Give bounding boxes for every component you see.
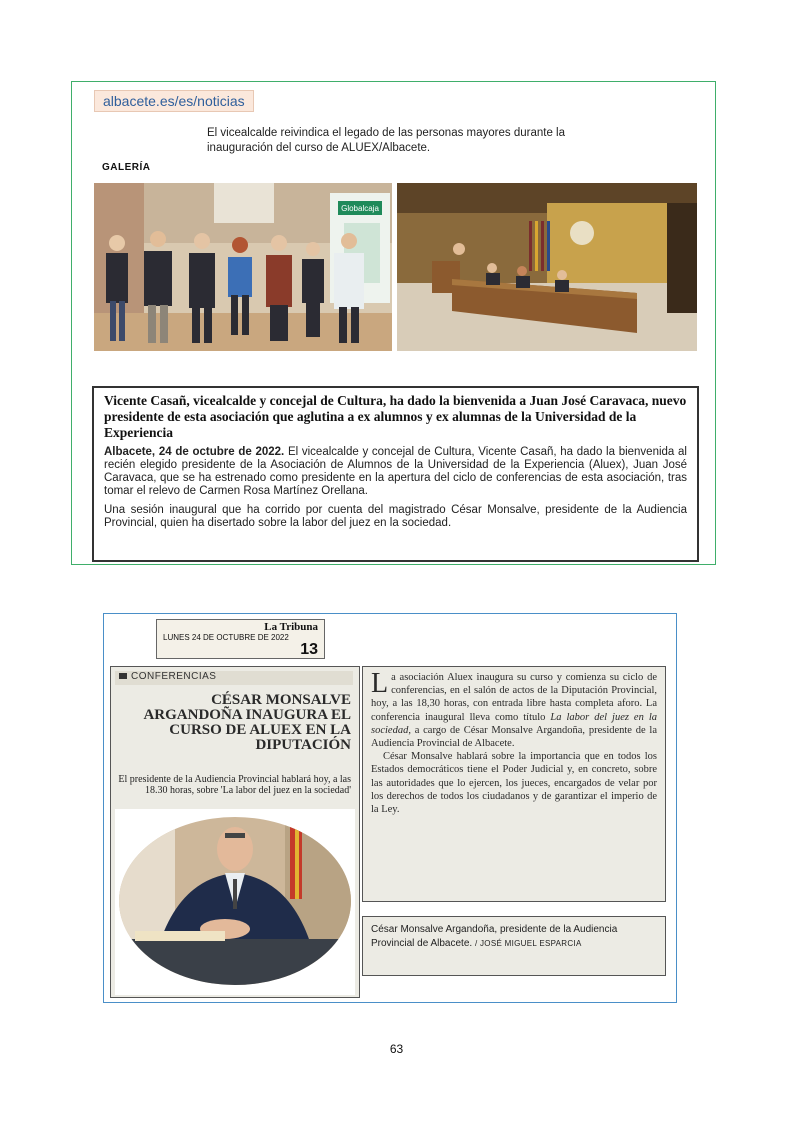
dropcap-letter: L <box>371 668 389 699</box>
headline-column <box>110 666 360 998</box>
newspaper-subhead: El presidente de la Audiencia Provincial hablará hoy, a las 18.30 horas, sobre 'La labor del juez en la sociedad' <box>118 774 351 796</box>
gallery-label: GALERÍA <box>102 162 151 173</box>
news-headline: El vicealcalde reivindica el legado de las personas mayores durante la inauguración del curso de ALUEX/Albacete. <box>207 127 565 154</box>
section-tag-label: CONFERENCIAS <box>131 671 217 682</box>
newspaper-masthead <box>156 619 325 659</box>
article-paragraph-1 <box>104 446 687 498</box>
newspaper-headline: CÉSAR MONSALVE ARGANDOÑA INAUGURA EL CURSO DE ALUEX EN LA DIPUTACIÓN <box>143 692 351 753</box>
newspaper-clipping <box>103 613 677 1003</box>
portrait-photo <box>115 809 355 995</box>
body-paragraph-1-b: , a cargo de César Monsalve Argandoña, presidente de la Audiencia Provincial de Albacete. <box>371 724 657 750</box>
caption-credit: / JOSÉ MIGUEL ESPARCIA <box>474 939 582 948</box>
caption-text: César Monsalve Argandoña, presidente de la Audiencia Provincial de Albacete. <box>371 924 618 949</box>
newspaper-name: La Tribuna <box>264 621 318 633</box>
article-title: Vicente Casañ, vicealcalde y concejal de Cultura, ha dado la bienvenida a Juan José Caravaca, nuevo presidente de esta asociación que aglutina a ex alumnos y ex alumnas de la Universidad de la Experiencia <box>104 393 687 440</box>
body-paragraph-2: César Monsalve hablará sobre la importancia que en todos los Estados democráticos tiene el Poder Judicial y, en concreto, sobre las autoridades que lo ejercen, los jueces, encargados de velar por los derechos de todos los ciudadanos y de garantizar el imperio de la Ley. <box>371 751 657 816</box>
newspaper-date: LUNES 24 DE OCTUBRE DE 2022 <box>163 633 289 642</box>
source-url: albacete.es/es/noticias <box>94 90 254 112</box>
newspaper-page: 13 <box>300 641 318 658</box>
section-square-icon <box>119 673 127 679</box>
banner-text: Globalcaja <box>341 204 379 213</box>
body-column <box>362 666 666 902</box>
section-tag <box>115 671 353 685</box>
article-paragraph-2: Una sesión inaugural que ha corrido por cuenta del magistrado César Monsalve, presidente de la Audiencia Provincial, quien ha disertado sobre la labor del juez en la sociedad. <box>104 504 687 529</box>
conference-photo <box>397 183 697 351</box>
portrait-image <box>115 809 355 995</box>
conference-photo-image <box>397 183 697 351</box>
conference-title: La labor del juez en la sociedad <box>371 711 657 736</box>
article-box <box>92 386 699 562</box>
group-photo-image <box>94 183 392 351</box>
group-photo <box>94 183 392 351</box>
body-paragraph-1 <box>371 668 657 750</box>
body-paragraph-1-a: a asociación Aluex inaugura su curso y comienza su ciclo de conferencias, en el salón de actos de la Diputación Provincial, hoy, a las 18,30 horas, con entrada libre hasta completa aforo. La conferencia inaugural lleva como título <box>371 672 657 723</box>
article-dateline: Albacete, 24 de octubre de 2022. <box>104 446 285 458</box>
photo-caption <box>362 916 666 976</box>
article-paragraph-1-text: El vicealcalde y concejal de Cultura, Vicente Casañ, ha dado la bienvenida al recién elegido presidente de la Asociación de Alumnos de la Universidad de la Experiencia (Aluex), Juan José Caravaca, que se ha estrenado como presidente en la apertura del ciclo de conferencias de esta asociación, tras tomar el relevo de Carmen Rosa Martínez Orellana. <box>104 446 687 497</box>
web-news-clipping <box>71 81 716 565</box>
page-number: 63 <box>389 1042 404 1056</box>
